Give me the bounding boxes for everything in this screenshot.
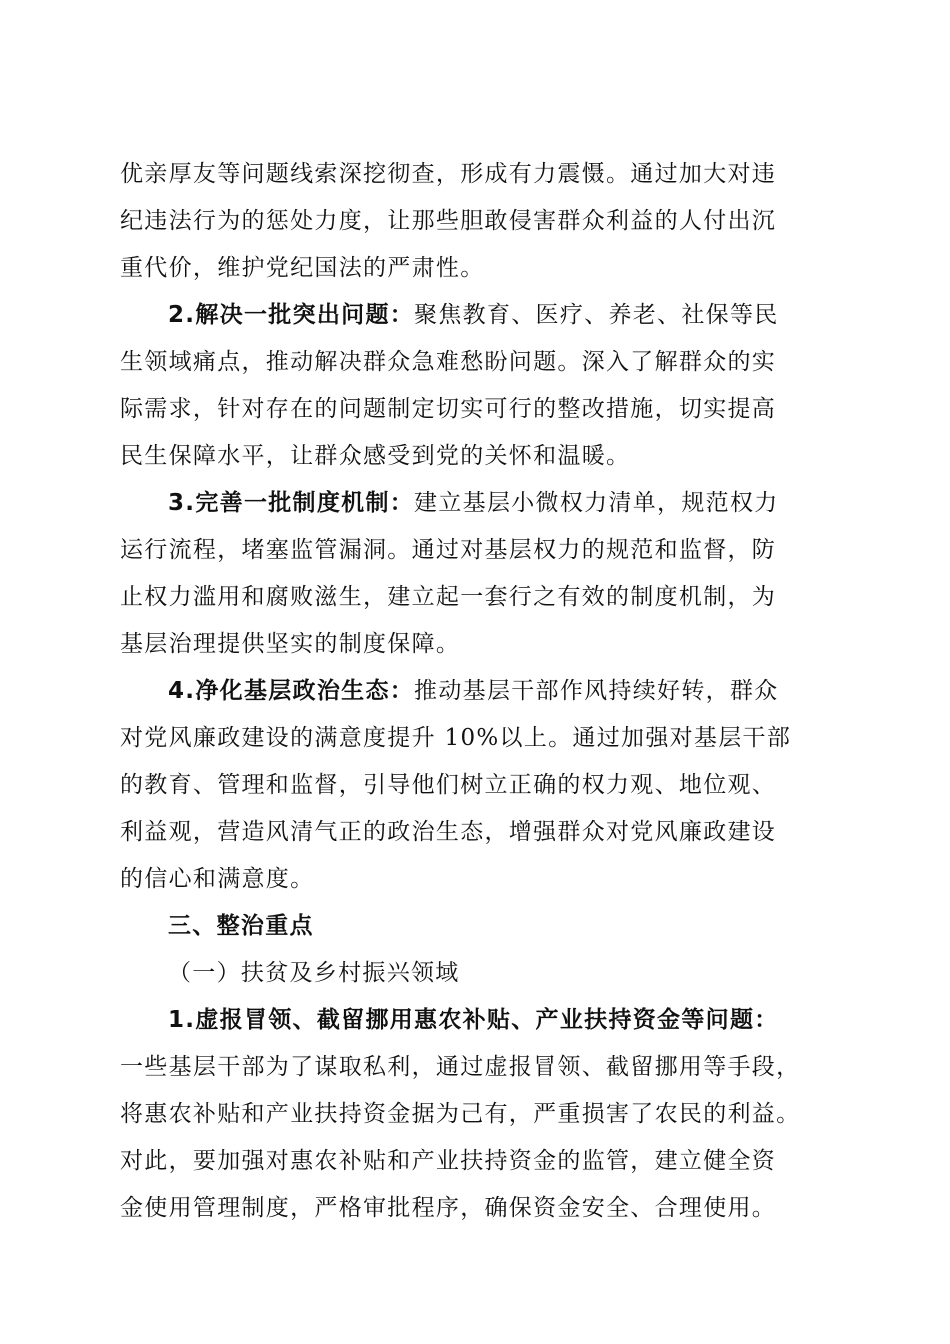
text-line: 对此，要加强对惠农补贴和产业扶持资金的监管，建立健全资 — [120, 1148, 777, 1174]
text-line: 际需求，针对存在的问题制定切实可行的整改措施，切实提高 — [120, 396, 777, 422]
paragraph-subsidy-fraud — [120, 997, 838, 1232]
paragraph-title: 2.解决一批突出问题： — [168, 302, 415, 328]
paragraph-continuation — [120, 151, 838, 292]
text-line: 止权力滥用和腐败滋生，建立起一套行之有效的制度机制，为 — [120, 584, 777, 610]
paragraph-text: 聚焦教育、医疗、养老、社保等民 — [414, 302, 779, 328]
paragraph-political-ecology — [120, 668, 838, 903]
text-line: 金使用管理制度，严格审批程序，确保资金安全、合理使用。 — [120, 1195, 777, 1221]
paragraph-solve-problems — [120, 292, 838, 480]
text-line: 的教育、管理和监督，引导他们树立正确的权力观、地位观、 — [120, 772, 777, 798]
text-line: 利益观，营造风清气正的政治生态，增强群众对党风廉政建设 — [120, 819, 777, 845]
text-line: 对党风廉政建设的满意度提升 10%以上。通过加强对基层干部 — [120, 725, 792, 751]
text-line — [120, 480, 838, 527]
paragraph-title: 1.虚报冒领、截留挪用惠农补贴、产业扶持资金等问题： — [168, 1007, 779, 1033]
text-line: 一些基层干部为了谋取私利，通过虚报冒领、截留挪用等手段， — [120, 1054, 801, 1080]
paragraph-text: 建立基层小微权力清单，规范权力 — [414, 490, 779, 516]
text-line: 运行流程，堵塞监管漏洞。通过对基层权力的规范和监督，防 — [120, 537, 777, 563]
text-line: 纪违法行为的惩处力度，让那些胆敢侵害群众利益的人付出沉 — [120, 208, 777, 234]
document-body — [120, 151, 838, 1232]
text-line: 的信心和满意度。 — [120, 866, 315, 892]
text-line: 民生保障水平，让群众感受到党的关怀和温暖。 — [120, 443, 631, 469]
paragraph-improve-systems — [120, 480, 838, 668]
subsection-heading: （一）扶贫及乡村振兴领域 — [168, 960, 460, 986]
text-line: 重代价，维护党纪国法的严肃性。 — [120, 255, 485, 281]
section-heading: 三、整治重点 — [168, 913, 314, 939]
text-line — [120, 668, 838, 715]
text-line — [120, 292, 838, 339]
paragraph-title: 4.净化基层政治生态： — [168, 678, 415, 704]
text-line: 优亲厚友等问题线索深挖彻查，形成有力震慑。通过加大对违 — [120, 161, 777, 187]
paragraph-title: 3.完善一批制度机制： — [168, 490, 415, 516]
text-line: 生领域痛点，推动解决群众急难愁盼问题。深入了解群众的实 — [120, 349, 777, 375]
paragraph-text: 推动基层干部作风持续好转，群众 — [414, 678, 779, 704]
text-line: 将惠农补贴和产业扶持资金据为己有，严重损害了农民的利益。 — [120, 1101, 801, 1127]
text-line: 基层治理提供坚实的制度保障。 — [120, 631, 461, 657]
